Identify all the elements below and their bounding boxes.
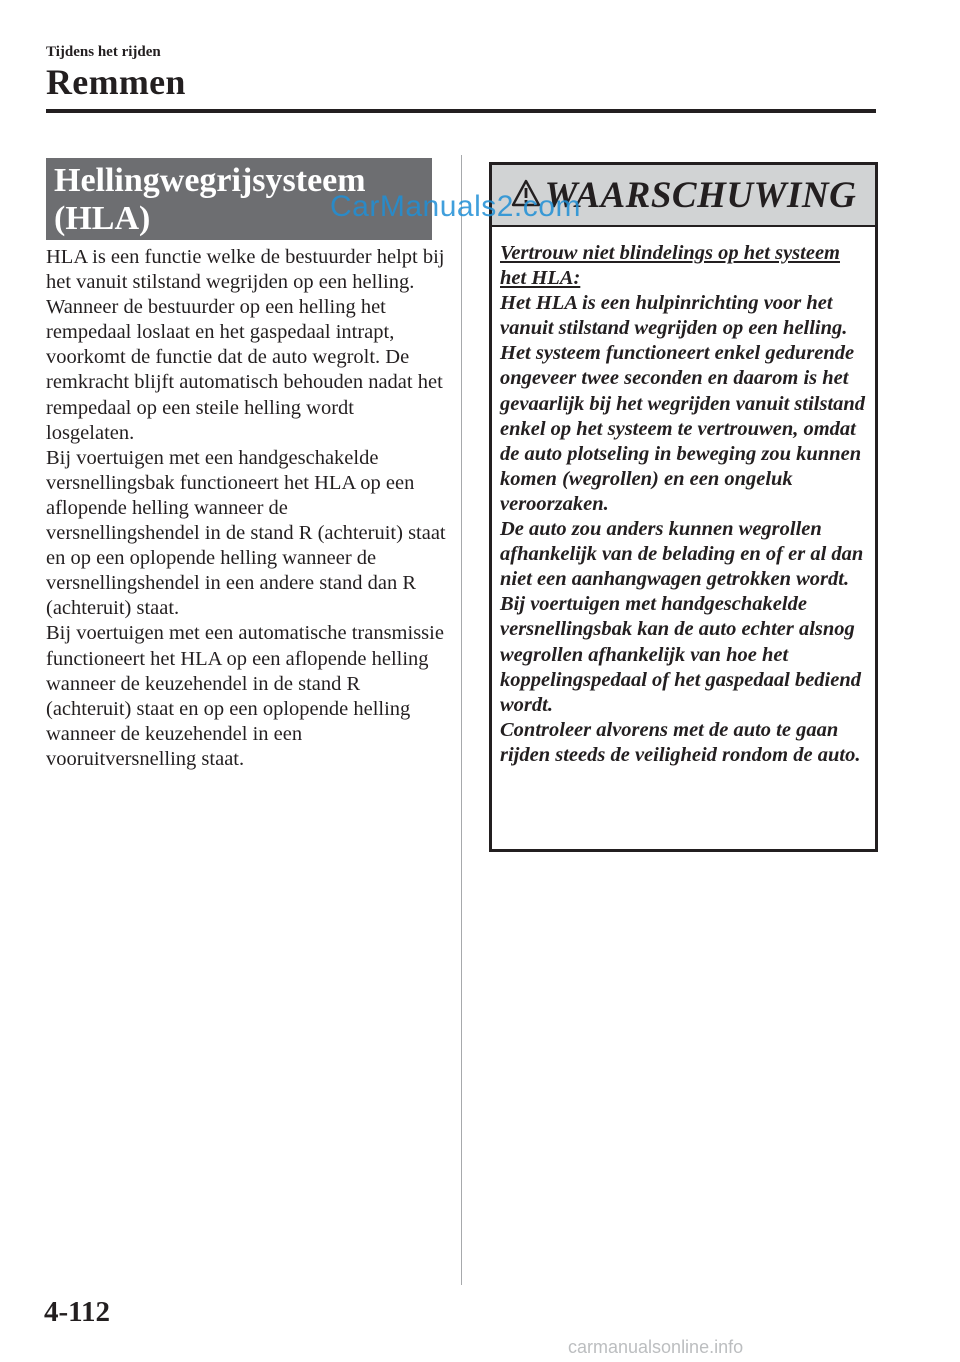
warning-subheading: Vertrouw niet blindelings op het systeem het HLA: [500, 242, 840, 290]
warning-paragraph: De auto zou anders kunnen wegrollen afhankelijk van de belading en of er al dan niet een aanhangwagen getrokken wordt. Bij voertuigen met handgeschakelde versnellingsbak kan de auto echter alsnog wegrollen afhankelijk van hoe het koppelingspedaal of het gaspedaal bediend wordt. [500, 518, 864, 716]
section-body [46, 245, 446, 772]
warning-body [492, 227, 875, 768]
watermark: CarManuals2.com [330, 190, 581, 223]
page-number: 4-112 [44, 1296, 111, 1328]
chapter-title: Remmen [46, 62, 186, 102]
column-divider [461, 155, 462, 1285]
body-paragraph: Bij voertuigen met een handgeschakelde versnellingsbak functioneert het HLA op een aflopende helling wanneer de versnellingshendel in de stand R (achteruit) staat en op een oplopende helling wanneer de versnellingshendel in een andere stand dan R (achteruit) staat. [46, 446, 446, 620]
footer-site-link[interactable]: carmanualsonline.info [568, 1337, 744, 1357]
warning-box [489, 162, 878, 852]
body-paragraph: Bij voertuigen met een automatische transmissie functioneert het HLA op een aflopende helling wanneer de keuzehendel in de stand R (achteruit) staat en op een oplopende helling wanneer de keuzehendel in een vooruitversnelling staat. [46, 622, 444, 770]
breadcrumb: Tijdens het rijden [46, 44, 161, 60]
body-paragraph: HLA is een functie welke de bestuurder helpt bij het vanuit stilstand wegrijden op een helling. Wanneer de bestuurder op een helling het rempedaal loslaat en het gaspedaal intrapt, voorkomt de functie dat de auto wegrolt. De remkracht blijft automatisch behouden nadat het rempedaal op een steile helling wordt losgelaten. [46, 246, 445, 444]
header-rule [46, 109, 876, 113]
warning-paragraph: Controleer alvorens met de auto te gaan rijden steeds de veiligheid rondom de auto. [500, 718, 861, 766]
warning-title: WAARSCHUWING [544, 174, 857, 216]
section-heading-line2: (HLA) [54, 200, 151, 237]
section-heading-line1: Hellingwegrijsysteem [54, 162, 366, 199]
warning-paragraph: Het HLA is een hulpinrichting voor het vanuit stilstand wegrijden op een helling. Het systeem functioneert enkel gedurende ongeveer twee seconden en daarom is het gevaarlijk bij het wegrijden vanuit stilstand enkel op het systeem te vertrouwen, omdat de auto plotseling in beweging zou kunnen komen (wegrollen) en een ongeluk veroorzaken. [500, 292, 866, 515]
